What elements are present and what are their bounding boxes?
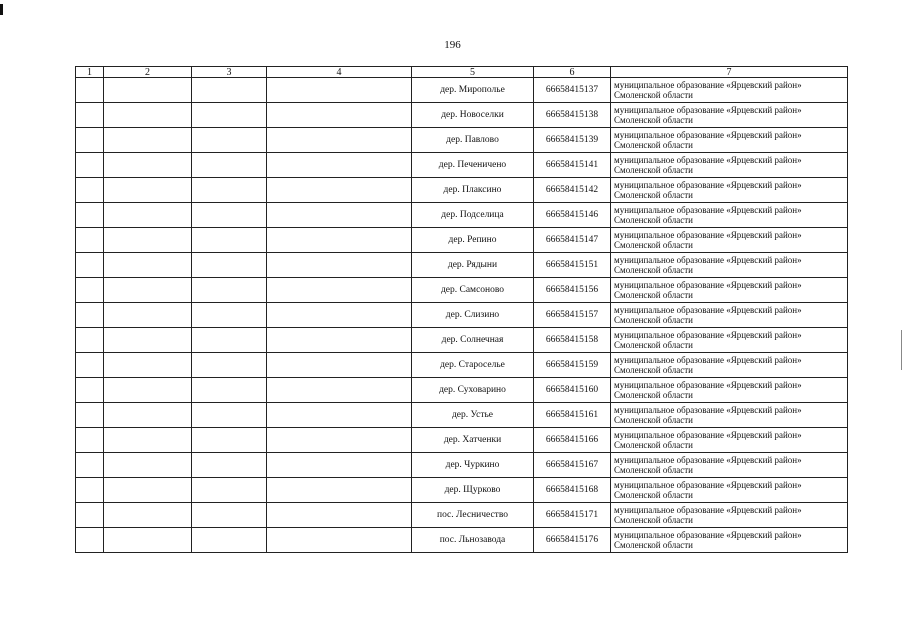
- empty-cell: [76, 78, 104, 103]
- empty-cell: [104, 478, 192, 503]
- municipality-cell: [611, 303, 848, 328]
- municipality-line-1: муниципальное образование «Ярцевский район»: [614, 380, 802, 390]
- empty-cell: [76, 453, 104, 478]
- oktmo-code-cell: 66658415157: [534, 303, 611, 328]
- column-header-6: 6: [534, 67, 611, 78]
- empty-cell: [192, 178, 267, 203]
- oktmo-code-cell: 66658415158: [534, 328, 611, 353]
- empty-cell: [104, 153, 192, 178]
- empty-cell: [267, 478, 412, 503]
- column-header-4: 4: [267, 67, 412, 78]
- oktmo-code-cell: 66658415160: [534, 378, 611, 403]
- settlement-name-cell: дер. Печеничено: [412, 153, 534, 178]
- municipality-line-1: муниципальное образование «Ярцевский район»: [614, 280, 802, 290]
- empty-cell: [267, 178, 412, 203]
- settlement-name-cell: пос. Льнозавода: [412, 528, 534, 553]
- empty-cell: [104, 128, 192, 153]
- empty-cell: [192, 303, 267, 328]
- header-row: [76, 67, 848, 78]
- column-header-7: 7: [611, 67, 848, 78]
- municipality-line-1: муниципальное образование «Ярцевский район»: [614, 330, 802, 340]
- empty-cell: [267, 528, 412, 553]
- table-row: [76, 278, 848, 303]
- settlement-name-cell: дер. Солнечная: [412, 328, 534, 353]
- empty-cell: [192, 528, 267, 553]
- empty-cell: [192, 103, 267, 128]
- empty-cell: [76, 228, 104, 253]
- empty-cell: [76, 103, 104, 128]
- municipality-cell: [611, 353, 848, 378]
- settlement-name-cell: дер. Павлово: [412, 128, 534, 153]
- municipality-cell: [611, 278, 848, 303]
- empty-cell: [192, 403, 267, 428]
- empty-cell: [76, 478, 104, 503]
- table-row: [76, 353, 848, 378]
- municipality-line-2: Смоленской области: [614, 540, 693, 550]
- settlement-name-cell: дер. Устье: [412, 403, 534, 428]
- settlement-name-cell: дер. Самсоново: [412, 278, 534, 303]
- municipality-line-2: Смоленской области: [614, 90, 693, 100]
- municipality-line-2: Смоленской области: [614, 490, 693, 500]
- municipality-cell: [611, 528, 848, 553]
- settlement-name-cell: дер. Мирополье: [412, 78, 534, 103]
- empty-cell: [267, 353, 412, 378]
- oktmo-code-cell: 66658415161: [534, 403, 611, 428]
- municipality-cell: [611, 328, 848, 353]
- empty-cell: [267, 278, 412, 303]
- table-body: [76, 78, 848, 553]
- settlement-name-cell: дер. Подселица: [412, 203, 534, 228]
- empty-cell: [192, 478, 267, 503]
- table-row: [76, 303, 848, 328]
- municipality-cell: [611, 178, 848, 203]
- empty-cell: [267, 78, 412, 103]
- table-row: [76, 153, 848, 178]
- empty-cell: [267, 428, 412, 453]
- scan-mark-left: [0, 4, 3, 15]
- empty-cell: [76, 203, 104, 228]
- municipality-line-2: Смоленской области: [614, 365, 693, 375]
- oktmo-code-cell: 66658415156: [534, 278, 611, 303]
- empty-cell: [192, 428, 267, 453]
- municipality-line-1: муниципальное образование «Ярцевский район»: [614, 505, 802, 515]
- column-header-1: 1: [76, 67, 104, 78]
- settlement-name-cell: дер. Слизино: [412, 303, 534, 328]
- table-row: [76, 203, 848, 228]
- oktmo-code-cell: 66658415142: [534, 178, 611, 203]
- municipality-line-1: муниципальное образование «Ярцевский район»: [614, 405, 802, 415]
- empty-cell: [192, 128, 267, 153]
- oktmo-code-cell: 66658415137: [534, 78, 611, 103]
- empty-cell: [267, 328, 412, 353]
- settlement-name-cell: дер. Хатченки: [412, 428, 534, 453]
- empty-cell: [267, 103, 412, 128]
- empty-cell: [267, 378, 412, 403]
- empty-cell: [104, 378, 192, 403]
- empty-cell: [104, 228, 192, 253]
- oktmo-code-cell: 66658415141: [534, 153, 611, 178]
- municipality-line-1: муниципальное образование «Ярцевский район»: [614, 530, 802, 540]
- oktmo-code-cell: 66658415176: [534, 528, 611, 553]
- settlement-name-cell: дер. Новоселки: [412, 103, 534, 128]
- municipality-cell: [611, 503, 848, 528]
- municipality-line-1: муниципальное образование «Ярцевский район»: [614, 180, 802, 190]
- empty-cell: [192, 278, 267, 303]
- municipality-line-2: Смоленской области: [614, 165, 693, 175]
- empty-cell: [192, 353, 267, 378]
- empty-cell: [76, 128, 104, 153]
- municipality-cell: [611, 228, 848, 253]
- column-header-3: 3: [192, 67, 267, 78]
- settlement-name-cell: дер. Рядыни: [412, 253, 534, 278]
- empty-cell: [76, 178, 104, 203]
- table-row: [76, 103, 848, 128]
- table-row: [76, 428, 848, 453]
- municipality-line-2: Смоленской области: [614, 215, 693, 225]
- empty-cell: [104, 303, 192, 328]
- empty-cell: [76, 328, 104, 353]
- municipality-line-1: муниципальное образование «Ярцевский район»: [614, 130, 802, 140]
- oktmo-code-cell: 66658415167: [534, 453, 611, 478]
- table-row: [76, 453, 848, 478]
- settlement-name-cell: дер. Суховарино: [412, 378, 534, 403]
- municipality-cell: [611, 478, 848, 503]
- empty-cell: [104, 203, 192, 228]
- municipality-cell: [611, 153, 848, 178]
- municipality-line-2: Смоленской области: [614, 240, 693, 250]
- empty-cell: [104, 103, 192, 128]
- municipality-line-2: Смоленской области: [614, 190, 693, 200]
- municipality-line-1: муниципальное образование «Ярцевский район»: [614, 455, 802, 465]
- empty-cell: [76, 428, 104, 453]
- oktmo-code-cell: 66658415166: [534, 428, 611, 453]
- municipality-line-1: муниципальное образование «Ярцевский район»: [614, 255, 802, 265]
- table-row: [76, 128, 848, 153]
- empty-cell: [76, 403, 104, 428]
- municipality-line-2: Смоленской области: [614, 290, 693, 300]
- empty-cell: [76, 278, 104, 303]
- municipality-line-2: Смоленской области: [614, 390, 693, 400]
- empty-cell: [192, 503, 267, 528]
- municipality-cell: [611, 128, 848, 153]
- table-row: [76, 253, 848, 278]
- empty-cell: [192, 378, 267, 403]
- municipality-cell: [611, 253, 848, 278]
- municipality-cell: [611, 403, 848, 428]
- empty-cell: [192, 453, 267, 478]
- empty-cell: [76, 353, 104, 378]
- municipality-line-1: муниципальное образование «Ярцевский район»: [614, 155, 802, 165]
- empty-cell: [267, 453, 412, 478]
- empty-cell: [104, 178, 192, 203]
- settlement-name-cell: дер. Щурково: [412, 478, 534, 503]
- empty-cell: [76, 253, 104, 278]
- empty-cell: [192, 253, 267, 278]
- municipality-line-2: Смоленской области: [614, 515, 693, 525]
- municipality-line-1: муниципальное образование «Ярцевский район»: [614, 230, 802, 240]
- empty-cell: [104, 278, 192, 303]
- empty-cell: [76, 503, 104, 528]
- oktmo-code-cell: 66658415146: [534, 203, 611, 228]
- settlement-name-cell: дер. Чуркино: [412, 453, 534, 478]
- municipality-line-1: муниципальное образование «Ярцевский район»: [614, 80, 802, 90]
- table-row: [76, 378, 848, 403]
- empty-cell: [104, 253, 192, 278]
- municipality-cell: [611, 453, 848, 478]
- municipality-line-1: муниципальное образование «Ярцевский район»: [614, 305, 802, 315]
- empty-cell: [267, 228, 412, 253]
- empty-cell: [267, 203, 412, 228]
- municipality-line-1: муниципальное образование «Ярцевский район»: [614, 205, 802, 215]
- empty-cell: [267, 153, 412, 178]
- table-row: [76, 78, 848, 103]
- table-row: [76, 228, 848, 253]
- table-row: [76, 528, 848, 553]
- empty-cell: [192, 228, 267, 253]
- empty-cell: [104, 428, 192, 453]
- empty-cell: [76, 528, 104, 553]
- oktmo-code-cell: 66658415151: [534, 253, 611, 278]
- municipality-line-2: Смоленской области: [614, 140, 693, 150]
- table-row: [76, 328, 848, 353]
- table-row: [76, 403, 848, 428]
- empty-cell: [267, 303, 412, 328]
- empty-cell: [104, 328, 192, 353]
- empty-cell: [192, 153, 267, 178]
- table-row: [76, 178, 848, 203]
- settlement-name-cell: пос. Лесничество: [412, 503, 534, 528]
- settlement-name-cell: дер. Плаксино: [412, 178, 534, 203]
- municipality-line-1: муниципальное образование «Ярцевский район»: [614, 355, 802, 365]
- municipality-line-2: Смоленской области: [614, 115, 693, 125]
- empty-cell: [76, 378, 104, 403]
- empty-cell: [104, 528, 192, 553]
- municipality-line-2: Смоленской области: [614, 265, 693, 275]
- table-row: [76, 503, 848, 528]
- empty-cell: [192, 78, 267, 103]
- empty-cell: [267, 128, 412, 153]
- page-number: 196: [444, 39, 461, 51]
- settlement-name-cell: дер. Староселье: [412, 353, 534, 378]
- municipality-cell: [611, 103, 848, 128]
- municipality-line-2: Смоленской области: [614, 465, 693, 475]
- column-header-2: 2: [104, 67, 192, 78]
- empty-cell: [192, 203, 267, 228]
- municipality-line-2: Смоленской области: [614, 340, 693, 350]
- municipality-line-2: Смоленской области: [614, 315, 693, 325]
- oktmo-code-cell: 66658415138: [534, 103, 611, 128]
- table-row: [76, 478, 848, 503]
- municipality-cell: [611, 203, 848, 228]
- oktmo-code-cell: 66658415168: [534, 478, 611, 503]
- empty-cell: [267, 253, 412, 278]
- oktmo-code-cell: 66658415171: [534, 503, 611, 528]
- empty-cell: [104, 503, 192, 528]
- municipality-line-1: муниципальное образование «Ярцевский район»: [614, 430, 802, 440]
- registry-table: [75, 66, 848, 553]
- oktmo-code-cell: 66658415159: [534, 353, 611, 378]
- column-header-5: 5: [412, 67, 534, 78]
- empty-cell: [104, 453, 192, 478]
- municipality-line-1: муниципальное образование «Ярцевский район»: [614, 480, 802, 490]
- empty-cell: [104, 353, 192, 378]
- municipality-line-1: муниципальное образование «Ярцевский район»: [614, 105, 802, 115]
- scan-mark-right: [901, 330, 902, 370]
- municipality-cell: [611, 428, 848, 453]
- municipality-line-2: Смоленской области: [614, 415, 693, 425]
- empty-cell: [267, 403, 412, 428]
- municipality-cell: [611, 78, 848, 103]
- empty-cell: [104, 78, 192, 103]
- empty-cell: [104, 403, 192, 428]
- empty-cell: [192, 328, 267, 353]
- municipality-cell: [611, 378, 848, 403]
- oktmo-code-cell: 66658415147: [534, 228, 611, 253]
- empty-cell: [76, 303, 104, 328]
- empty-cell: [76, 153, 104, 178]
- municipality-line-2: Смоленской области: [614, 440, 693, 450]
- settlement-name-cell: дер. Репино: [412, 228, 534, 253]
- empty-cell: [267, 503, 412, 528]
- oktmo-code-cell: 66658415139: [534, 128, 611, 153]
